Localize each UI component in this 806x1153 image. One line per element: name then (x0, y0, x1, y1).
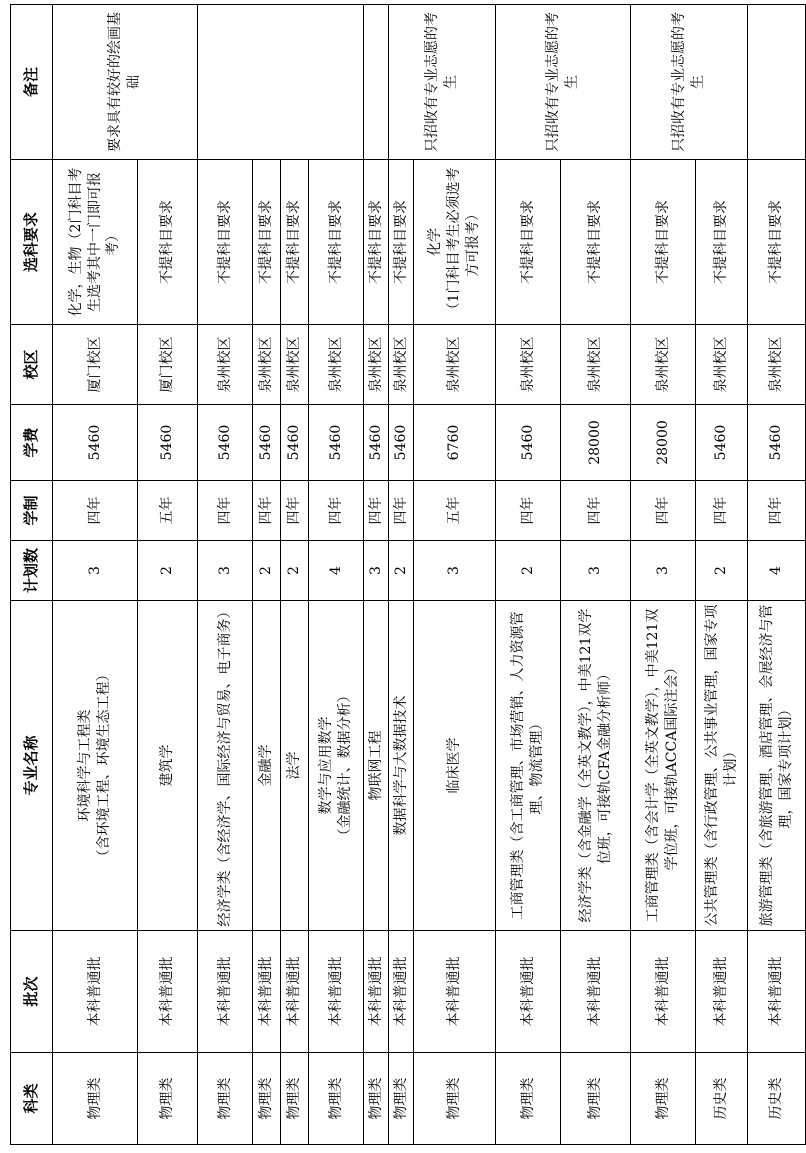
row-plan: 2 (696, 541, 748, 601)
row-campus: 泉州校区 (389, 325, 414, 405)
row-batch: 本科普通批 (309, 931, 364, 1053)
row-major: 数据科学与大数据技术 (389, 601, 414, 931)
row-major: 经济学类（含经济学、国际经济与贸易、电子商务） (198, 601, 253, 931)
row-major: 金融学 (253, 601, 281, 931)
row-subject: 物理类 (631, 1053, 696, 1145)
row-campus: 泉州校区 (364, 325, 389, 405)
row-campus: 泉州校区 (253, 325, 281, 405)
row-major: 公共管理类（含行政管理、公共事业管理，国家专项计划） (696, 601, 748, 931)
row-campus: 厦门校区 (138, 325, 198, 405)
row-years: 四年 (253, 481, 281, 541)
row-years: 五年 (138, 481, 198, 541)
row-fee: 28000 (561, 405, 631, 481)
row-plan: 2 (389, 541, 414, 601)
row-campus: 厦门校区 (53, 325, 138, 405)
table-row (696, 5, 748, 1145)
table-row (281, 5, 309, 1145)
row-fee: 5460 (53, 405, 138, 481)
table-row (198, 5, 253, 1145)
row-requirement: 不提科目要求 (748, 160, 806, 325)
row-batch: 本科普通批 (561, 931, 631, 1053)
row-major: 法学 (281, 601, 309, 931)
row-subject: 物理类 (364, 1053, 389, 1145)
row-note: 只招收有专业志愿的考生 (389, 5, 496, 160)
row-fee: 5460 (198, 405, 253, 481)
row-campus: 泉州校区 (496, 325, 561, 405)
row-requirement: 不提科目要求 (281, 160, 309, 325)
row-years: 四年 (198, 481, 253, 541)
row-campus: 泉州校区 (309, 325, 364, 405)
table-row (414, 5, 496, 1145)
row-batch: 本科普通批 (198, 931, 253, 1053)
row-major: 建筑学 (138, 601, 198, 931)
row-requirement: 不提科目要求 (496, 160, 561, 325)
row-batch: 本科普通批 (696, 931, 748, 1053)
row-plan: 4 (748, 541, 806, 601)
row-subject: 历史类 (748, 1053, 806, 1145)
row-subject: 物理类 (198, 1053, 253, 1145)
row-plan: 3 (414, 541, 496, 601)
row-requirement: 化学 （1门科目考生必须选考方可报考） (414, 160, 496, 325)
table-row (496, 5, 561, 1145)
row-major: 经济学类（含金融学（全英文教学），中美121双学位班，可接轨CFA金融分析师） (561, 601, 631, 931)
row-years: 五年 (414, 481, 496, 541)
header-years: 学制 (11, 481, 53, 541)
row-campus: 泉州校区 (414, 325, 496, 405)
table-row (309, 5, 364, 1145)
row-years: 四年 (389, 481, 414, 541)
row-plan: 2 (281, 541, 309, 601)
table-row (748, 5, 806, 1145)
row-years: 四年 (364, 481, 389, 541)
row-subject: 物理类 (496, 1053, 561, 1145)
row-note: 只招收有专业志愿的考生 (496, 5, 631, 160)
row-plan: 2 (496, 541, 561, 601)
table-row (389, 5, 414, 1145)
row-plan: 2 (138, 541, 198, 601)
row-requirement: 不提科目要求 (631, 160, 696, 325)
row-major: 旅游管理类（含旅游管理、酒店管理、会展经济与管理，国家专项计划） (748, 601, 806, 931)
row-plan: 2 (253, 541, 281, 601)
row-campus: 泉州校区 (281, 325, 309, 405)
row-batch: 本科普通批 (631, 931, 696, 1053)
row-major: 临床医学 (414, 601, 496, 931)
row-subject: 物理类 (414, 1053, 496, 1145)
row-fee: 5460 (496, 405, 561, 481)
row-years: 四年 (281, 481, 309, 541)
table-header-row (11, 5, 53, 1145)
row-campus: 泉州校区 (696, 325, 748, 405)
row-fee: 5460 (281, 405, 309, 481)
row-requirement: 不提科目要求 (696, 160, 748, 325)
row-campus: 泉州校区 (198, 325, 253, 405)
table-row (364, 5, 389, 1145)
row-major: 工商管理类（含工商管理、市场营销、人力资源管理、物流管理） (496, 601, 561, 931)
row-fee: 5460 (696, 405, 748, 481)
row-requirement: 不提科目要求 (364, 160, 389, 325)
row-fee: 5460 (389, 405, 414, 481)
row-major: 环境科学与工程类 （含环境工程、环境生态工程） (53, 601, 138, 931)
row-subject: 物理类 (389, 1053, 414, 1145)
row-fee: 5460 (748, 405, 806, 481)
row-note: 要求具有较好的绘画基础 (53, 5, 198, 160)
row-major: 工商管理类（含会计学（全英文教学），中美121双学位班，可接轨ACCA国际注会） (631, 601, 696, 931)
header-plan: 计划数 (11, 541, 53, 601)
row-batch: 本科普通批 (138, 931, 198, 1053)
table-rotated-wrapper (10, 5, 794, 1145)
row-note: 只招收有专业志愿的考生 (631, 5, 748, 160)
row-batch: 本科普通批 (364, 931, 389, 1053)
row-major: 数学与应用数学 （金融统计、数据分析） (309, 601, 364, 931)
row-subject: 物理类 (281, 1053, 309, 1145)
row-plan: 3 (631, 541, 696, 601)
row-years: 四年 (748, 481, 806, 541)
header-campus: 校区 (11, 325, 53, 405)
header-batch: 批次 (11, 931, 53, 1053)
row-plan: 3 (53, 541, 138, 601)
row-batch: 本科普通批 (253, 931, 281, 1053)
row-fee: 5460 (309, 405, 364, 481)
row-note (748, 5, 806, 160)
row-fee: 5460 (364, 405, 389, 481)
row-plan: 3 (364, 541, 389, 601)
row-subject: 物理类 (309, 1053, 364, 1145)
row-plan: 4 (309, 541, 364, 601)
row-requirement: 不提科目要求 (198, 160, 253, 325)
row-years: 四年 (561, 481, 631, 541)
row-campus: 泉州校区 (631, 325, 696, 405)
row-batch: 本科普通批 (748, 931, 806, 1053)
row-requirement: 不提科目要求 (389, 160, 414, 325)
row-years: 四年 (309, 481, 364, 541)
row-subject: 物理类 (53, 1053, 138, 1145)
row-batch: 本科普通批 (53, 931, 138, 1053)
row-campus: 泉州校区 (748, 325, 806, 405)
table-row (53, 5, 138, 1145)
header-requirement: 选科要求 (11, 160, 53, 325)
row-fee: 28000 (631, 405, 696, 481)
row-campus: 泉州校区 (561, 325, 631, 405)
row-requirement: 不提科目要求 (138, 160, 198, 325)
row-years: 四年 (53, 481, 138, 541)
row-note (364, 5, 389, 160)
row-requirement: 化学，生物（2门科目考生选考其中一门即可报考） (53, 160, 138, 325)
row-subject: 历史类 (696, 1053, 748, 1145)
table-row (631, 5, 696, 1145)
row-major: 物联网工程 (364, 601, 389, 931)
header-note: 备注 (11, 5, 53, 160)
row-requirement: 不提科目要求 (561, 160, 631, 325)
header-major: 专业名称 (11, 601, 53, 931)
row-note (198, 5, 364, 160)
header-fee: 学费 (11, 405, 53, 481)
row-years: 四年 (696, 481, 748, 541)
table-row (561, 5, 631, 1145)
row-requirement: 不提科目要求 (309, 160, 364, 325)
row-batch: 本科普通批 (496, 931, 561, 1053)
row-requirement: 不提科目要求 (253, 160, 281, 325)
row-years: 四年 (631, 481, 696, 541)
table-row (138, 5, 198, 1145)
header-subject: 科类 (11, 1053, 53, 1145)
row-plan: 3 (561, 541, 631, 601)
admission-plan-table (10, 4, 806, 1145)
row-years: 四年 (496, 481, 561, 541)
row-batch: 本科普通批 (414, 931, 496, 1053)
row-subject: 物理类 (253, 1053, 281, 1145)
row-plan: 3 (198, 541, 253, 601)
row-fee: 6760 (414, 405, 496, 481)
row-fee: 5460 (138, 405, 198, 481)
row-batch: 本科普通批 (389, 931, 414, 1053)
row-fee: 5460 (253, 405, 281, 481)
table-row (253, 5, 281, 1145)
row-subject: 物理类 (138, 1053, 198, 1145)
row-batch: 本科普通批 (281, 931, 309, 1053)
row-subject: 物理类 (561, 1053, 631, 1145)
